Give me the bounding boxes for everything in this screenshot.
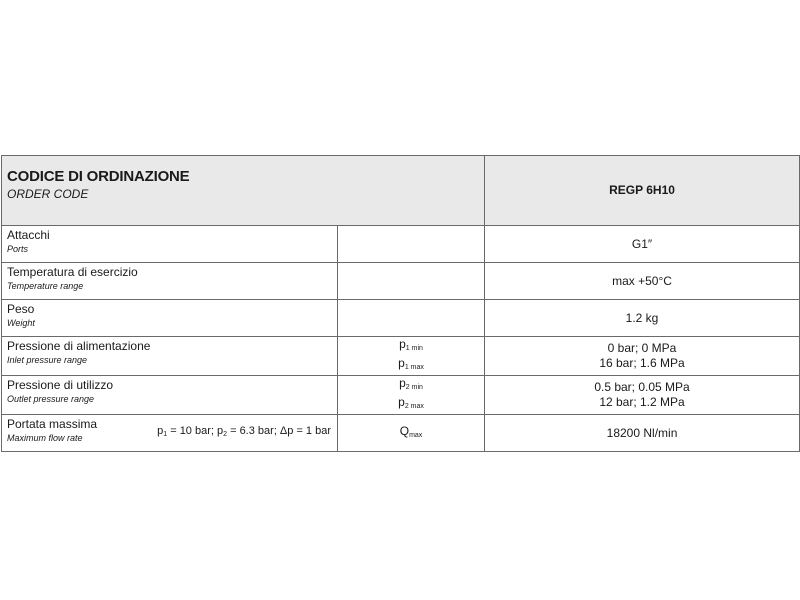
label-en: Maximum flow rate xyxy=(7,433,83,443)
header-label-cell xyxy=(2,156,485,226)
spec-table xyxy=(1,155,800,452)
table-row-flow-rate xyxy=(2,415,800,452)
flow-conditions xyxy=(157,424,331,442)
label-cell xyxy=(2,415,338,452)
label-it: Temperatura di esercizio xyxy=(7,265,138,279)
label-it: Pressione di alimentazione xyxy=(7,339,151,353)
table-row-outlet-pressure xyxy=(2,376,800,415)
value-max: 12 bar; 1.2 MPa xyxy=(599,395,685,409)
label-cell xyxy=(2,226,338,263)
label-cell xyxy=(2,263,338,300)
label-cell xyxy=(2,376,338,415)
symbol-cell xyxy=(338,263,485,300)
table-row-temperature xyxy=(2,263,800,300)
symbol-cell xyxy=(338,376,485,415)
symbol-sub: max xyxy=(409,431,423,439)
order-code-subtitle: ORDER CODE xyxy=(7,187,89,201)
value-cell: 18200 Nl/min xyxy=(485,415,800,452)
symbol-cell xyxy=(338,226,485,263)
table-row-inlet-pressure xyxy=(2,337,800,376)
value-min: 0.5 bar; 0.05 MPa xyxy=(594,380,690,394)
label-cell xyxy=(2,300,338,337)
symbol-base: p xyxy=(398,356,405,370)
label-en: Ports xyxy=(7,244,29,254)
label-cell xyxy=(2,337,338,376)
cond-p2-value: = 6.3 bar; Δp = 1 bar xyxy=(227,425,331,437)
label-en: Weight xyxy=(7,318,35,328)
label-it: Portata massima xyxy=(7,417,98,431)
label-en: Outlet pressure range xyxy=(7,394,95,404)
symbol-cell xyxy=(338,300,485,337)
cond-p1-base: p xyxy=(157,425,164,437)
value-cell: 1.2 kg xyxy=(485,300,800,337)
symbol-base: p xyxy=(399,376,406,390)
symbol-min xyxy=(343,376,479,395)
table-row-ports xyxy=(2,226,800,263)
symbol-sub: 1 min xyxy=(405,345,423,352)
value-cell: G1″ xyxy=(485,226,800,263)
cond-p1-sub: 1 xyxy=(163,431,168,438)
table-row-weight xyxy=(2,300,800,337)
symbol-sub: 2 max xyxy=(404,403,424,410)
label-it: Peso xyxy=(7,302,35,316)
symbol-sub: 1 max xyxy=(404,364,424,371)
label-en: Inlet pressure range xyxy=(7,355,88,365)
symbol-base: p xyxy=(399,337,406,351)
label-it: Attacchi xyxy=(7,228,50,242)
label-en: Temperature range xyxy=(7,281,84,291)
value-min: 0 bar; 0 MPa xyxy=(607,341,677,355)
header-row xyxy=(2,156,800,226)
symbol-base: Q xyxy=(399,423,410,438)
value-cell xyxy=(485,376,800,415)
symbol-base: p xyxy=(398,395,405,409)
order-code-title: CODICE DI ORDINAZIONE xyxy=(7,168,190,185)
symbol-cell xyxy=(338,415,485,452)
cond-p2-sub: 2 xyxy=(223,431,228,438)
cond-p1-value: = 10 bar; xyxy=(167,425,217,437)
value-max: 16 bar; 1.6 MPa xyxy=(599,356,685,370)
product-code: REGP 6H10 xyxy=(485,156,800,226)
cond-p2-base: p xyxy=(217,425,224,437)
symbol-max xyxy=(343,395,479,414)
symbol-sub: 2 min xyxy=(405,384,423,391)
symbol-max xyxy=(343,356,479,375)
value-cell xyxy=(485,337,800,376)
value-cell: max +50°C xyxy=(485,263,800,300)
label-it: Pressione di utilizzo xyxy=(7,378,114,392)
symbol-cell xyxy=(338,337,485,376)
symbol-min xyxy=(343,337,479,356)
